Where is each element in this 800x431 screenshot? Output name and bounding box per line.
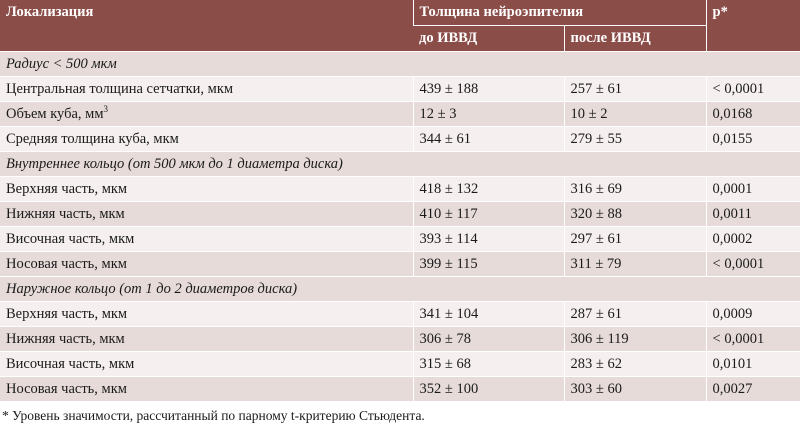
row-label bbox=[0, 252, 413, 277]
p-value: 0,0002 bbox=[706, 227, 800, 252]
row-label-text: Носовая часть, мкм bbox=[6, 255, 127, 272]
row-label bbox=[0, 177, 413, 202]
header-location: Локализация bbox=[0, 0, 413, 52]
table-header bbox=[0, 0, 800, 52]
row-label-text: Верхняя часть, мкм bbox=[6, 180, 128, 197]
value-after: 287 ± 61 bbox=[564, 302, 706, 327]
table-row bbox=[0, 302, 800, 327]
row-label-text: Носовая часть, мкм bbox=[6, 380, 127, 397]
value-before: 410 ± 117 bbox=[413, 202, 564, 227]
p-value: 0,0155 bbox=[706, 127, 800, 152]
row-label bbox=[0, 377, 413, 402]
value-after: 257 ± 61 bbox=[564, 77, 706, 102]
row-label bbox=[0, 77, 413, 102]
value-before: 418 ± 132 bbox=[413, 177, 564, 202]
header-thickness: Толщина нейроэпителия bbox=[413, 0, 706, 26]
row-label-text: Средняя толщина куба, мкм bbox=[6, 130, 179, 147]
row-label bbox=[0, 327, 413, 352]
table-body bbox=[0, 52, 800, 402]
section-title: Внутреннее кольцо (от 500 мкм до 1 диаметра диска) bbox=[0, 152, 800, 177]
row-label-text: Объем куба, мм bbox=[6, 105, 104, 122]
row-label bbox=[0, 202, 413, 227]
row-label bbox=[0, 352, 413, 377]
row-label bbox=[0, 127, 413, 152]
header-after: после ИВВД bbox=[564, 26, 706, 52]
value-before: 341 ± 104 bbox=[413, 302, 564, 327]
footnote: * Уровень значимости, рассчитанный по парному t-критерию Стьюдента. bbox=[2, 408, 425, 423]
row-label-text: Нижняя часть, мкм bbox=[6, 205, 125, 222]
value-before: 306 ± 78 bbox=[413, 327, 564, 352]
p-value: 0,0001 bbox=[706, 177, 800, 202]
value-before: 12 ± 3 bbox=[413, 102, 564, 127]
row-label-text: Височная часть, мкм bbox=[6, 355, 135, 372]
value-after: 316 ± 69 bbox=[564, 177, 706, 202]
table-row bbox=[0, 127, 800, 152]
value-before: 352 ± 100 bbox=[413, 377, 564, 402]
p-value: < 0,0001 bbox=[706, 252, 800, 277]
table-row bbox=[0, 177, 800, 202]
p-value: < 0,0001 bbox=[706, 327, 800, 352]
row-label-superscript: 3 bbox=[103, 103, 109, 114]
header-p-value: p* bbox=[706, 0, 800, 52]
section-header-row bbox=[0, 52, 800, 77]
header-before: до ИВВД bbox=[413, 26, 564, 52]
value-before: 315 ± 68 bbox=[413, 352, 564, 377]
value-before: 393 ± 114 bbox=[413, 227, 564, 252]
table-row bbox=[0, 77, 800, 102]
table-row bbox=[0, 252, 800, 277]
value-after: 311 ± 79 bbox=[564, 252, 706, 277]
table-row bbox=[0, 202, 800, 227]
section-title: Наружное кольцо (от 1 до 2 диаметров диска) bbox=[0, 277, 800, 302]
row-label-text: Центральная толщина сетчатки, мкм bbox=[6, 80, 234, 97]
value-after: 320 ± 88 bbox=[564, 202, 706, 227]
table-row bbox=[0, 102, 800, 127]
row-label bbox=[0, 302, 413, 327]
p-value: < 0,0001 bbox=[706, 77, 800, 102]
value-before: 439 ± 188 bbox=[413, 77, 564, 102]
value-after: 10 ± 2 bbox=[564, 102, 706, 127]
value-after: 283 ± 62 bbox=[564, 352, 706, 377]
p-value: 0,0101 bbox=[706, 352, 800, 377]
p-value: 0,0011 bbox=[706, 202, 800, 227]
section-header-row bbox=[0, 277, 800, 302]
table-row bbox=[0, 227, 800, 252]
section-header-row bbox=[0, 152, 800, 177]
row-label-text: Нижняя часть, мкм bbox=[6, 330, 125, 347]
table-row bbox=[0, 352, 800, 377]
p-value: 0,0009 bbox=[706, 302, 800, 327]
row-label bbox=[0, 102, 413, 127]
value-after: 297 ± 61 bbox=[564, 227, 706, 252]
table-row bbox=[0, 377, 800, 402]
p-value: 0,0168 bbox=[706, 102, 800, 127]
value-after: 279 ± 55 bbox=[564, 127, 706, 152]
table-row bbox=[0, 327, 800, 352]
row-label-text: Височная часть, мкм bbox=[6, 230, 135, 247]
value-after: 306 ± 119 bbox=[564, 327, 706, 352]
p-value: 0,0027 bbox=[706, 377, 800, 402]
row-label bbox=[0, 227, 413, 252]
value-after: 303 ± 60 bbox=[564, 377, 706, 402]
section-title: Радиус < 500 мкм bbox=[0, 52, 800, 77]
value-before: 344 ± 61 bbox=[413, 127, 564, 152]
row-label-text: Верхняя часть, мкм bbox=[6, 305, 128, 322]
value-before: 399 ± 115 bbox=[413, 252, 564, 277]
